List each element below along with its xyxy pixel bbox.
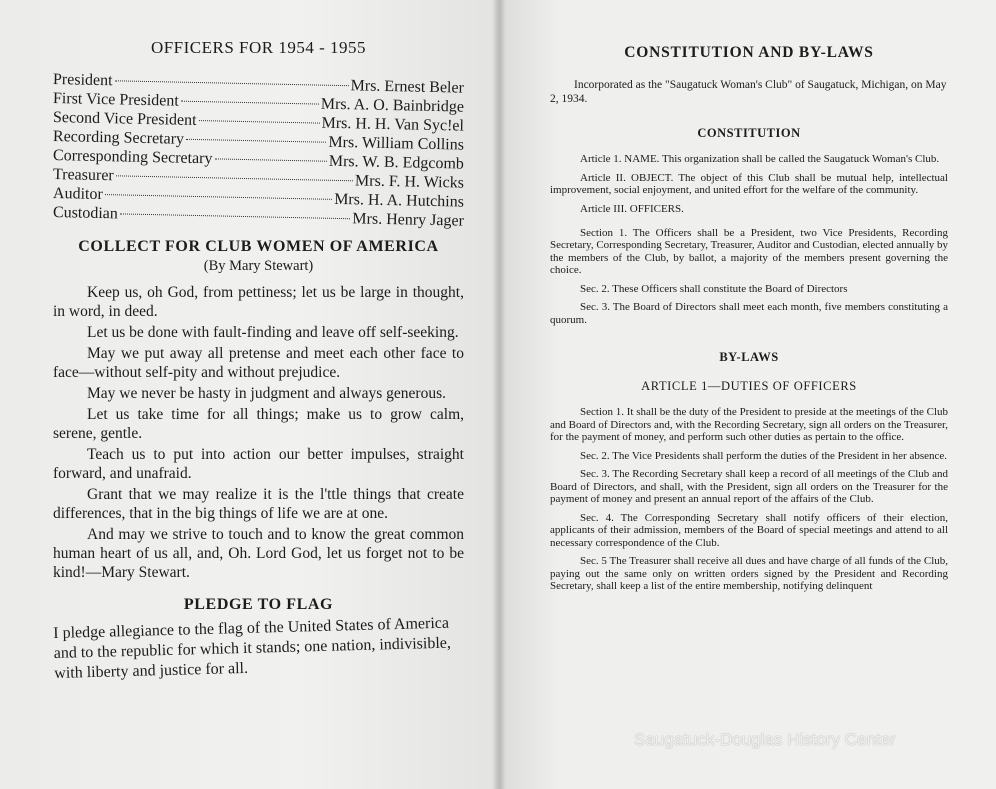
article-name: Article 1. NAME. This organization shall be called the Saugatuck Woman's Club. <box>580 153 940 165</box>
bylaws-article-title: ARTICLE 1—DUTIES OF OFFICERS <box>641 379 857 393</box>
article-object: Article II. OBJECT. The object of this Club shall be mutual help, intellectual improvement, social enjoyment, and united effort for the welfare of the community. <box>550 171 948 196</box>
article-officers-heading: Article III. OFFICERS. <box>580 202 684 215</box>
officer-name: Mrs. W. B. Edgcomb <box>328 152 465 173</box>
collect-paragraph: Keep us, oh God, from pettiness; let us be large in thought, in word, in deed. <box>53 284 464 320</box>
bylaw-section: Sec. 4. The Corresponding Secretary shall notify officers of their election, applicants of their admission, members of the Board of special meetings and attend to all necessary correspondence of the Club. <box>550 511 948 549</box>
collect-paragraph: Grant that we may realize it is the l'ttle things that create differences, that in the big things of life we are at one. <box>53 486 464 522</box>
watermark: Saugatuck-Douglas History Center <box>634 730 896 749</box>
pledge-title: PLEDGE TO FLAG <box>183 596 334 613</box>
officer-name: Mrs. H. H. Van Syc!el <box>321 114 465 135</box>
collect-byline: (By Mary Stewart) <box>203 258 314 274</box>
pledge-text: I pledge allegiance to the flag of the United States of America and to the republic for which it stands; one nation, indivisible, with liberty and justice for all. <box>53 614 452 682</box>
leader-dots <box>115 80 349 86</box>
collect-paragraph: And may we strive to touch and to know the great common human heart of us all, and, Oh. Lord God, let us forget not to be kind!—Mary Stewart. <box>53 526 464 581</box>
collect-paragraph: May we never be hasty in judgment and always generous. <box>87 385 446 402</box>
bylaw-section: Sec. 5 The Treasurer shall receive all dues and have charge of all funds of the Club, paying out the same only on written orders signed by the President and Recording Secretary, shall keep a list of the entire membership, notifying delinquent <box>550 555 948 592</box>
officer-role: Corresponding Secretary <box>52 147 213 168</box>
officer-role: President <box>52 71 113 90</box>
collect-text <box>53 283 464 582</box>
collect-paragraph: May we put away all pretense and meet each other face to face—without self-pity and without prejudice. <box>53 345 464 381</box>
incorporation-statement: Incorporated as the "Saugatuck Woman's Club" of Saugatuck, Michigan, on May 2, 1934. <box>550 79 947 105</box>
leader-dots <box>186 139 326 143</box>
officer-role: Treasurer <box>52 166 114 185</box>
leader-dots <box>199 120 320 124</box>
officer-role: Auditor <box>52 185 103 204</box>
officer-name: Mrs. Henry Jager <box>352 210 465 230</box>
right-page <box>500 0 996 789</box>
officer-name: Mrs. William Collins <box>328 133 465 154</box>
leader-dots <box>105 194 332 200</box>
officer-name: Mrs. H. A. Hutchins <box>333 190 465 211</box>
officer-role: Custodian <box>52 204 119 223</box>
article-section: Sec. 2. These Officers shall constitute the Board of Directors <box>580 282 848 295</box>
article-section: Sec. 3. The Board of Directors shall meet each month, five members constituting a quorum. <box>550 301 948 326</box>
officers-heading: OFFICERS FOR 1954 - 1955 <box>150 38 367 57</box>
collect-paragraph: Let us take time for all things; make us to grow calm, serene, gentle. <box>53 406 464 442</box>
leader-dots <box>120 213 351 219</box>
book-gutter <box>492 0 506 789</box>
leader-dots <box>181 101 319 105</box>
article-section: Section 1. The Officers shall be a President, two Vice Presidents, Recording Secretary, Corresponding Secretary, Treasurer, Auditor and Custodian, elected annually by the members of the Club, by ballot, a majority of the members present governing the choice. <box>550 226 948 276</box>
bylaw-section: Sec. 2. The Vice Presidents shall perform the duties of the President in her absence. <box>580 449 948 462</box>
officer-name: Mrs. Ernest Beler <box>350 77 465 97</box>
collect-paragraph: Teach us to put into action our better impulses, straight forward, and unafraid. <box>53 446 464 482</box>
officers-list <box>52 70 465 230</box>
collect-paragraph: Let us be done with fault-finding and leave off self-seeking. <box>87 324 459 341</box>
officer-role: Recording Secretary <box>52 128 185 148</box>
leader-dots <box>116 175 353 181</box>
officer-name: Mrs. A. O. Bainbridge <box>320 95 465 116</box>
constitution-heading: CONSTITUTION AND BY-LAWS <box>624 44 874 61</box>
bylaw-section: Section 1. It shall be the duty of the President to preside at the meetings of the Club and Board of Directors and, with the Recording Secretary, sign all orders on the Treasurer, for the payment of money, and perform such other duties as pertain to the office. <box>550 406 948 443</box>
officer-role: Second Vice President <box>52 109 197 130</box>
leader-dots <box>214 158 326 161</box>
collect-title: COLLECT FOR CLUB WOMEN OF AMERICA <box>78 238 439 255</box>
constitution-title: CONSTITUTION <box>697 126 801 140</box>
bylaws-title: BY-LAWS <box>719 350 779 364</box>
officer-name: Mrs. F. H. Wicks <box>354 172 465 192</box>
spacer <box>550 332 948 350</box>
bylaw-section: Sec. 3. The Recording Secretary shall keep a record of all meetings of the Club and Board of Directors, and shall, with the President, sign all orders on the Treasurer for the payment of money and present an annual report of the affairs of the Club. <box>550 468 948 505</box>
officer-role: First Vice President <box>52 90 179 110</box>
